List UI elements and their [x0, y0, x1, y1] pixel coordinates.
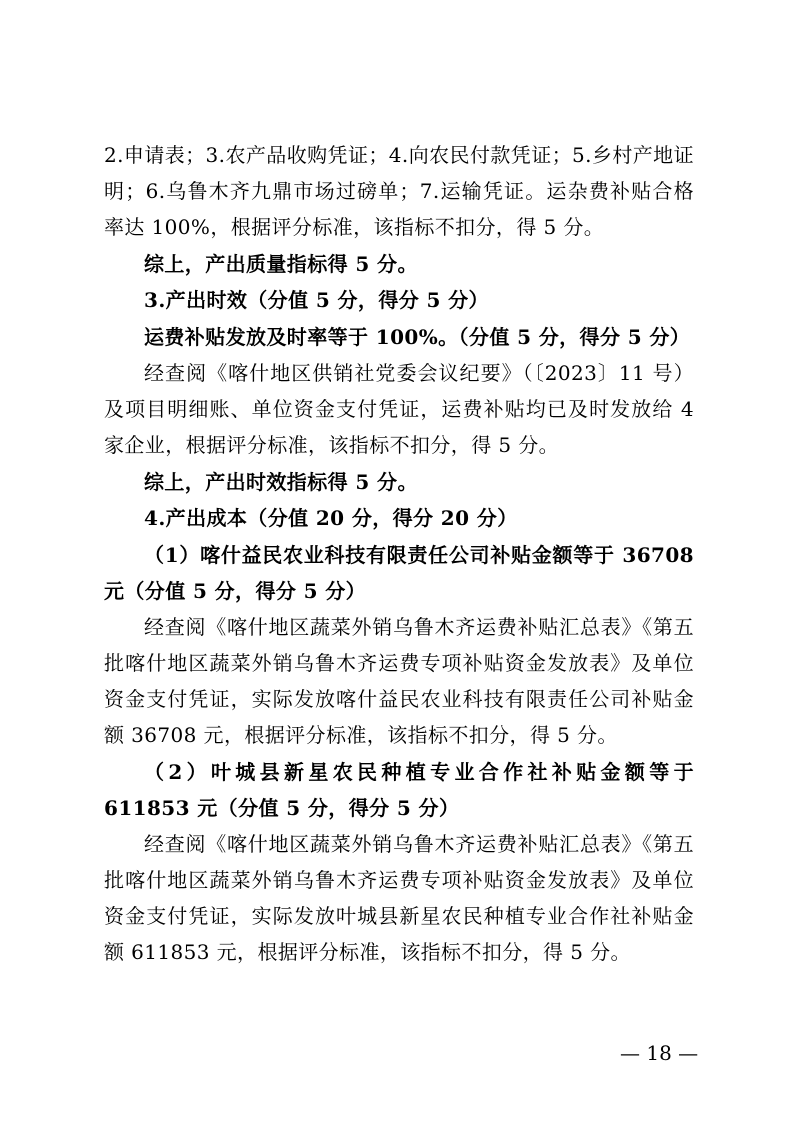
paragraph-attachments-list: 2.申请表；3.农产品收购凭证；4.向农民付款凭证；5.乡村产地证明；6.乌鲁木齐九鼎市场过磅单；7.运输凭证。运杂费补贴合格率达 100%，根据评分标准，该指标不扣分，得 5 分。: [104, 143, 694, 239]
paragraph-review-yecheng-xinxing: 经查阅《喀什地区蔬菜外销乌鲁木齐运费补贴汇总表》《第五批喀什地区蔬菜外销乌鲁木齐运费专项补贴资金发放表》及单位资金支付凭证，实际发放叶城县新星农民种植专业合作社补贴金额 611853 元，根据评分标准，该指标不扣分，得 5 分。: [104, 832, 694, 964]
heading-subsidy-yecheng-xinxing: （2）叶城县新星农民种植专业合作社补贴金额等于 611853 元（分值 5 分，得分 5 分）: [104, 759, 694, 820]
heading-subsidy-kashgar-yimin: （1）喀什益民农业科技有限责任公司补贴金额等于 36708 元（分值 5 分，得分 5 分）: [104, 542, 694, 603]
document-body: [104, 137, 694, 971]
heading-output-cost: 4.产出成本（分值 20 分，得分 20 分）: [144, 506, 518, 530]
paragraph-quality-summary: 综上，产出质量指标得 5 分。: [144, 251, 418, 276]
paragraph-timeliness-summary: 综上，产出时效指标得 5 分。: [144, 469, 418, 494]
page-number: — 18 —: [620, 1041, 699, 1065]
heading-timely-rate: 运费补贴发放及时率等于 100%。（分值 5 分，得分 5 分）: [144, 324, 691, 349]
heading-output-timeliness: 3.产出时效（分值 5 分，得分 5 分）: [144, 288, 489, 312]
paragraph-timeliness-review: 经查阅《喀什地区供销社党委会议纪要》（〔2023〕11 号）及项目明细账、单位资金支付凭证，运费补贴均已及时发放给 4 家企业，根据评分标准，该指标不扣分，得 5 分。: [104, 361, 694, 457]
paragraph-review-kashgar-yimin: 经查阅《喀什地区蔬菜外销乌鲁木齐运费补贴汇总表》《第五批喀什地区蔬菜外销乌鲁木齐运费专项补贴资金发放表》及单位资金支付凭证，实际发放喀什益民农业科技有限责任公司补贴金额 36708 元，根据评分标准，该指标不扣分，得 5 分。: [104, 615, 694, 747]
